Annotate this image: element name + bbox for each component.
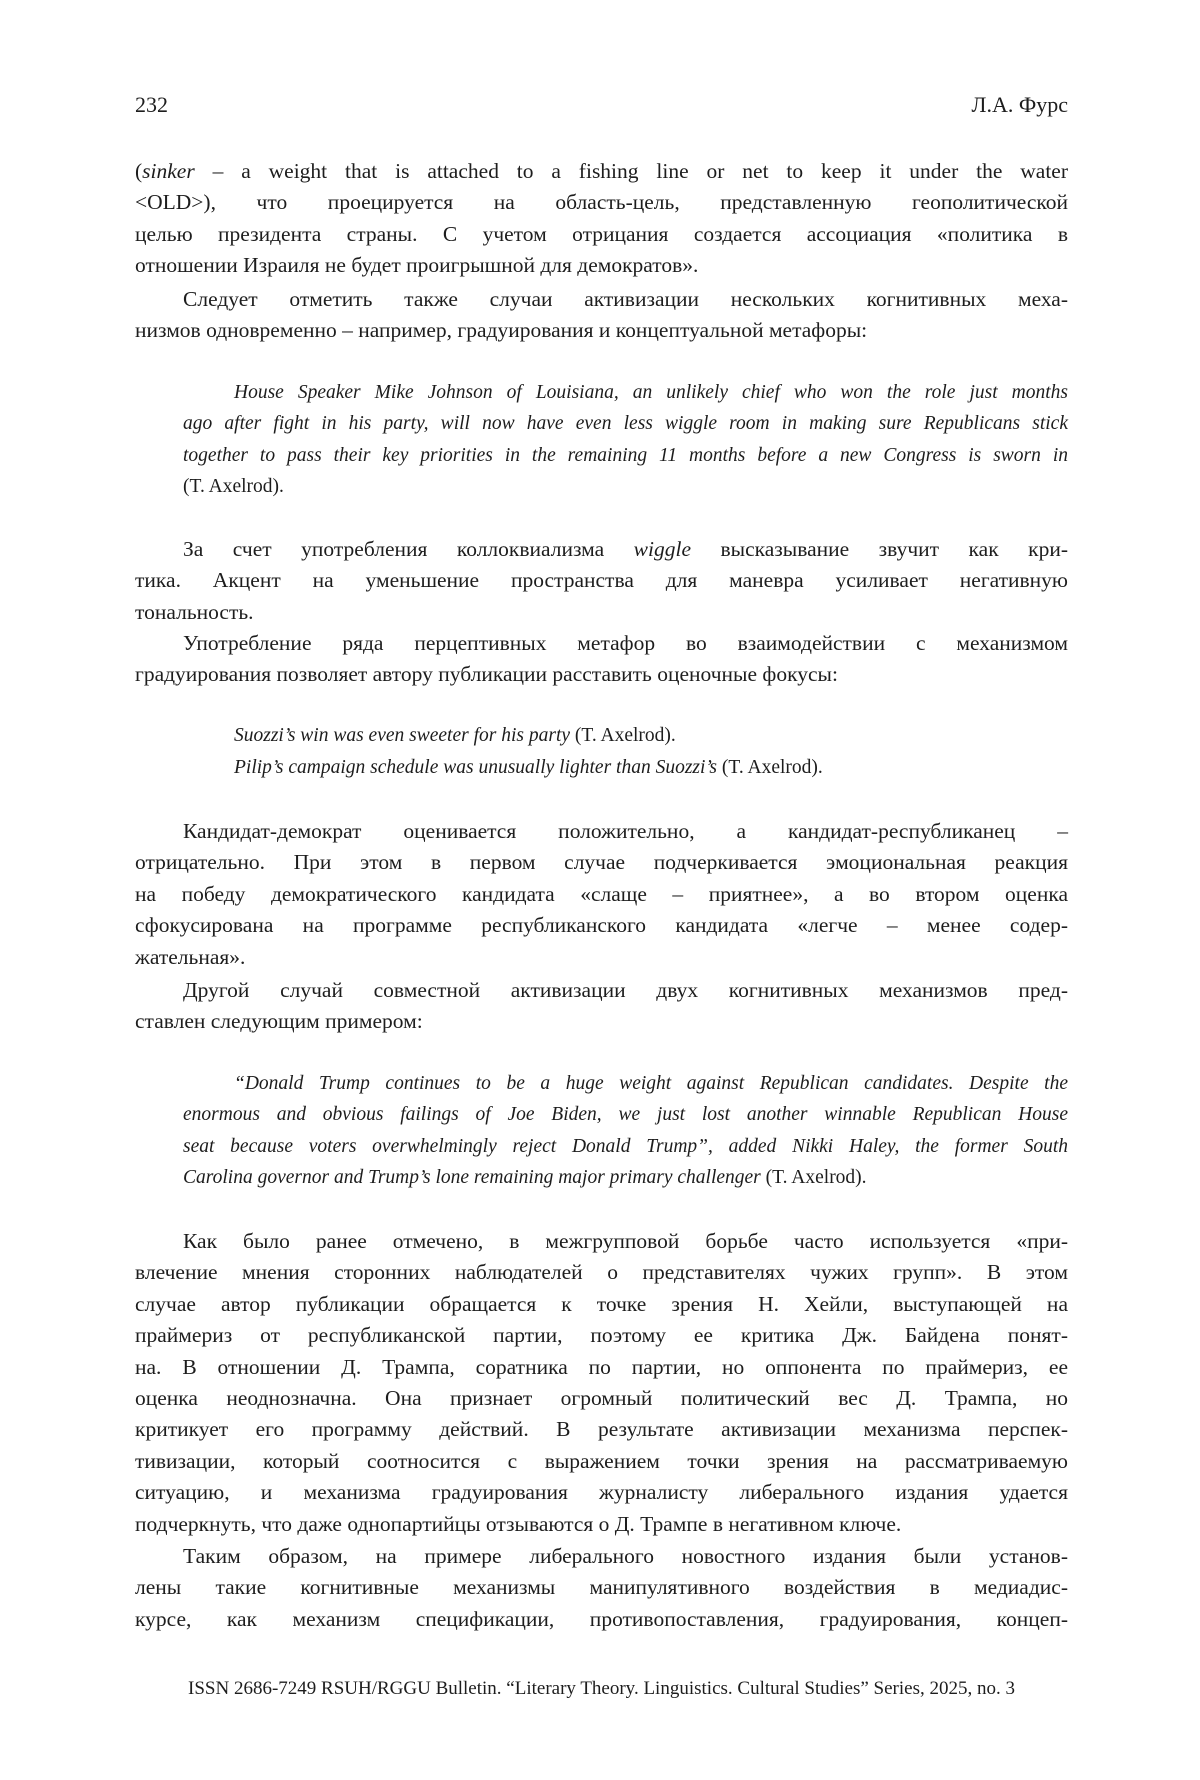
text-line — [135, 597, 1068, 628]
text-run: на. В отношении Д. Трампа, соратника по партии, но оппонента по праймериз, ее — [135, 1355, 1068, 1379]
text-line — [135, 910, 1068, 941]
text-run: курсе, как механизм спецификации, противопоставления, градуирования, концеп- — [135, 1607, 1068, 1631]
text-line — [183, 752, 1068, 784]
italic-text: sinker — [142, 159, 195, 183]
italic-text: Pilip’s campaign schedule was unusually lighter than Suozzi’s — [234, 757, 717, 778]
text-line — [135, 315, 1068, 346]
text-run: Таким образом, на примере либерального новостного издания были установ- — [183, 1544, 1068, 1568]
text-run: тональность. — [135, 600, 254, 624]
text-run: тика. Акцент на уменьшение пространства для маневра усиливает негативную — [135, 568, 1068, 592]
text-line — [183, 471, 1068, 502]
text-run: Как было ранее отмечено, в межгрупповой борьбе часто используется «при- — [183, 1229, 1068, 1253]
text-line — [135, 1226, 1068, 1257]
block-quote — [183, 377, 1068, 503]
text-line — [135, 847, 1068, 878]
text-line — [135, 284, 1068, 315]
text-line — [135, 1006, 1068, 1037]
text-line — [135, 1541, 1068, 1572]
text-run: – a weight that is attached to a fishing line or net to keep it under the water — [195, 159, 1068, 183]
text-run: лены такие когнитивные механизмы манипулятивного воздействия в медиадис- — [135, 1575, 1068, 1599]
text-run: (T. Axelrod). — [570, 725, 676, 746]
text-line — [135, 1604, 1068, 1635]
text-run: на победу демократического кандидата «слаще – приятнее», а во втором оценка — [135, 882, 1068, 906]
text-run: Употребление ряда перцептивных метафор во взаимодействии с механизмом — [183, 631, 1068, 655]
italic-text: ago after fight in his party, will now have even less wiggle room in making sure Republicans stick — [183, 413, 1068, 434]
italic-text: Carolina governor and Trump’s lone remaining major primary challenger — [183, 1167, 761, 1188]
paragraph — [135, 1226, 1068, 1540]
text-line — [135, 816, 1068, 847]
italic-text: Suozzi’s win was even sweeter for his party — [234, 725, 570, 746]
text-run: (T. Axelrod). — [183, 476, 284, 497]
text-run: подчеркнуть, что даже однопартийцы отзываются о Д. Трампе в негативном ключе. — [135, 1512, 901, 1536]
text-line — [135, 534, 1068, 565]
italic-text: together to pass their key priorities in the remaining 11 months before a new Congress is sworn in — [183, 445, 1068, 466]
text-line — [135, 659, 1068, 690]
text-run: жательная». — [135, 945, 245, 969]
text-run: ситуацию, и механизма градуирования журналисту либерального издания удается — [135, 1480, 1068, 1504]
text-line — [135, 942, 1068, 973]
text-line — [135, 1477, 1068, 1508]
block-quote — [183, 720, 1068, 784]
text-line — [135, 1352, 1068, 1383]
text-line — [135, 187, 1068, 218]
paragraph — [135, 156, 1068, 282]
text-line — [183, 440, 1068, 471]
text-run: сфокусирована на программе республиканского кандидата «легче – менее содер- — [135, 913, 1068, 937]
paragraph — [135, 628, 1068, 691]
italic-text: House Speaker Mike Johnson of Louisiana, an unlikely chief who won the role just months — [234, 382, 1068, 403]
text-run: тивизации, который соотносится с выражением точки зрения на рассматриваемую — [135, 1449, 1068, 1473]
text-line — [183, 1162, 1068, 1193]
page-number: 232 — [135, 90, 168, 120]
text-run: отношении Израиля не будет проигрышной для демократов». — [135, 253, 698, 277]
text-line — [135, 1414, 1068, 1445]
paragraph — [135, 534, 1068, 628]
text-run: (T. Axelrod). — [717, 757, 823, 778]
text-line — [183, 1131, 1068, 1162]
italic-text: enormous and obvious failings of Joe Biden, we just lost another winnable Republican House — [183, 1104, 1068, 1125]
text-line — [135, 975, 1068, 1006]
text-run: Другой случай совместной активизации двух когнитивных механизмов пред- — [183, 978, 1068, 1002]
text-run: случае автор публикации обращается к точке зрения Н. Хейли, выступающей на — [135, 1292, 1068, 1316]
text-line — [135, 250, 1068, 281]
italic-text: seat because voters overwhelmingly reject Donald Trump”, added Nikki Haley, the former South — [183, 1136, 1068, 1157]
paragraph — [135, 1541, 1068, 1635]
text-line — [135, 156, 1068, 187]
italic-text: wiggle — [634, 537, 691, 561]
text-line — [183, 720, 1068, 752]
text-run: оценка неоднозначна. Она признает огромный политический вес Д. Трампа, но — [135, 1386, 1068, 1410]
text-line — [135, 628, 1068, 659]
text-line — [135, 1320, 1068, 1351]
text-line — [135, 1509, 1068, 1540]
text-line — [135, 1572, 1068, 1603]
text-run: праймериз от республиканской партии, поэтому ее критика Дж. Байдена понят- — [135, 1323, 1068, 1347]
italic-text: “Donald Trump continues to be a huge weight against Republican candidates. Despite the — [234, 1073, 1068, 1094]
paragraph — [135, 975, 1068, 1038]
text-run: отрицательно. При этом в первом случае подчеркивается эмоциональная реакция — [135, 850, 1068, 874]
text-line — [183, 1099, 1068, 1130]
text-run: ставлен следующим примером: — [135, 1009, 423, 1033]
text-run: За счет употребления коллоквиализма — [183, 537, 634, 561]
text-run: Следует отметить также случаи активизации нескольких когнитивных меха- — [183, 287, 1068, 311]
text-line — [183, 1068, 1068, 1099]
running-header — [135, 90, 1068, 120]
text-line — [135, 565, 1068, 596]
text-run: <OLD>), что проецируется на область-цель, представленную геополитической — [135, 190, 1068, 214]
text-run: высказывание звучит как кри- — [691, 537, 1068, 561]
text-run: низмов одновременно – например, градуирования и концептуальной метафоры: — [135, 318, 867, 342]
text-run: влечение мнения сторонних наблюдателей о представителях чужих групп». В этом — [135, 1260, 1068, 1284]
text-line — [183, 408, 1068, 439]
text-line — [135, 879, 1068, 910]
text-line — [135, 1446, 1068, 1477]
text-line — [183, 377, 1068, 408]
text-run: ( — [135, 159, 142, 183]
text-run: (T. Axelrod). — [761, 1167, 867, 1188]
text-run: градуирования позволяет автору публикации расставить оценочные фокусы: — [135, 662, 838, 686]
journal-footer: ISSN 2686-7249 RSUH/RGGU Bulletin. “Literary Theory. Linguistics. Cultural Studies” Series, 2025, no. 3 — [135, 1676, 1068, 1702]
text-line — [135, 219, 1068, 250]
text-run: критикует его программу действий. В результате активизации механизма перспек- — [135, 1417, 1068, 1441]
text-run: Кандидат-демократ оценивается положительно, а кандидат-республиканец – — [183, 819, 1068, 843]
text-run: целью президента страны. С учетом отрицания создается ассоциация «политика в — [135, 222, 1068, 246]
paragraph — [135, 284, 1068, 347]
paragraph — [135, 816, 1068, 973]
block-quote — [183, 1068, 1068, 1194]
text-line — [135, 1257, 1068, 1288]
running-author: Л.А. Фурс — [972, 90, 1068, 120]
text-line — [135, 1383, 1068, 1414]
text-line — [135, 1289, 1068, 1320]
